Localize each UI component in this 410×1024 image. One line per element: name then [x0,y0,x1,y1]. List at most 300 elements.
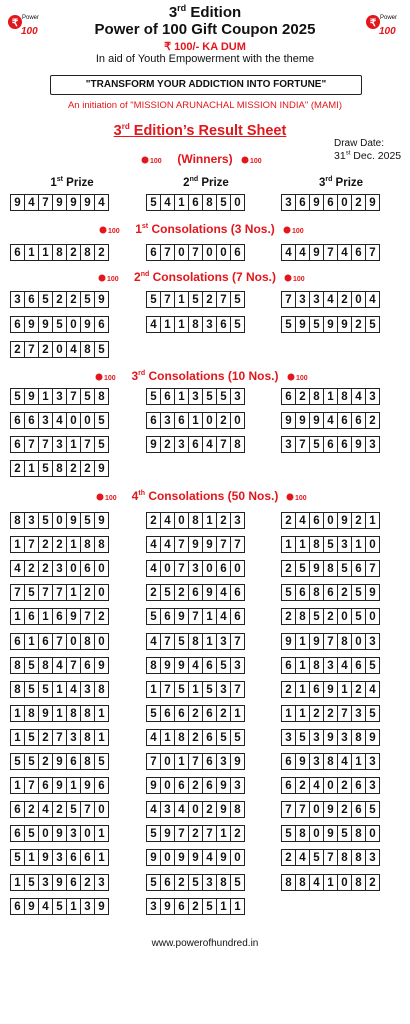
ticket-digit: 5 [216,729,231,746]
ticket-digit: 6 [202,753,217,770]
ticket-digit: 9 [10,194,25,211]
ticket-digit: 2 [351,316,366,333]
ticket-digit: 0 [337,194,352,211]
consolation3-ticket [10,388,109,405]
ticket-digit: 3 [337,729,352,746]
ticket-digit: 6 [66,849,81,866]
consolation4-ticket [10,849,109,866]
mini-logo-icon [286,492,314,502]
consolation1-ticket [146,244,245,261]
ticket-digit: 2 [281,681,296,698]
ticket-digit: 6 [160,608,175,625]
ticket-digit: 1 [337,681,352,698]
ticket-digit: 3 [230,512,245,529]
ticket-digit: 5 [281,584,296,601]
ticket-digit: 8 [80,633,95,650]
ticket-digit: 7 [230,536,245,553]
ticket-digit: 7 [281,801,296,818]
ticket-digit: 4 [174,801,189,818]
ticket-digit: 2 [309,705,324,722]
ticket-digit: 7 [80,436,95,453]
ticket-digit: 8 [146,657,161,674]
consolation4-ticket [10,705,109,722]
ticket-digit: 3 [66,729,81,746]
ticket-digit: 7 [80,801,95,818]
ticket-digit: 9 [188,536,203,553]
ticket-digit: 5 [337,560,352,577]
ticket-digit: 8 [230,436,245,453]
consolation4-ticket [281,801,380,818]
consolation2-ticket [146,291,245,308]
ticket-digit: 0 [188,801,203,818]
ticket-digit: 3 [94,874,109,891]
ticket-digit: 2 [323,705,338,722]
consolation4-ticket [10,753,109,770]
ticket-digit: 4 [146,729,161,746]
ticket-digit: 6 [351,801,366,818]
ticket-digit: 6 [309,681,324,698]
consolation4-ticket [10,681,109,698]
ticket-digit: 2 [146,584,161,601]
consolation4-ticket [281,681,380,698]
ticket-digit: 1 [295,536,310,553]
ticket-digit: 6 [216,316,231,333]
ticket-digit: 0 [160,849,175,866]
ticket-digit: 0 [66,412,81,429]
ticket-digit: 7 [80,608,95,625]
ticket-digit: 4 [146,560,161,577]
ticket-digit: 7 [38,194,53,211]
ticket-digit: 9 [66,608,81,625]
ticket-digit: 3 [365,633,380,650]
ticket-digit: 3 [10,291,25,308]
svg-text:100: 100 [107,275,119,283]
ticket-digit: 6 [52,608,67,625]
ticket-digit: 9 [309,244,324,261]
ticket-digit: 7 [295,436,310,453]
ticket-digit: 2 [94,608,109,625]
ticket-digit: 5 [146,705,161,722]
ticket-digit: 5 [10,388,25,405]
ticket-digit: 4 [337,753,352,770]
ticket-digit: 9 [160,898,175,915]
ticket-digit: 8 [188,633,203,650]
ticket-digit: 6 [10,825,25,842]
ticket-digit: 2 [38,729,53,746]
ticket-digit: 4 [66,681,81,698]
ticket-digit: 6 [38,633,53,650]
consolation3-ticket [10,412,109,429]
ticket-digit: 1 [188,681,203,698]
ticket-digit: 0 [160,777,175,794]
ticket-digit: 1 [10,608,25,625]
ticket-digit: 8 [94,388,109,405]
ticket-digit: 5 [323,536,338,553]
ticket-digit: 1 [24,849,39,866]
ticket-digit: 6 [202,657,217,674]
ticket-digit: 2 [10,460,25,477]
ticket-digit: 0 [230,560,245,577]
ticket-digit: 9 [323,681,338,698]
ticket-digit: 5 [38,512,53,529]
ticket-digit: 4 [94,194,109,211]
ticket-digit: 0 [365,608,380,625]
ticket-digit: 0 [351,633,366,650]
ticket-digit: 0 [66,316,81,333]
consolation4-ticket [146,608,245,625]
ticket-digit: 9 [24,388,39,405]
ticket-digit: 5 [188,874,203,891]
ticket-digit: 6 [323,436,338,453]
ticket-digit: 1 [66,584,81,601]
ticket-digit: 7 [146,753,161,770]
ticket-digit: 9 [174,608,189,625]
ticket-digit: 4 [295,849,310,866]
ticket-digit: 6 [295,584,310,601]
ticket-digit: 6 [188,194,203,211]
ticket-digit: 9 [146,849,161,866]
ticket-digit: 5 [365,316,380,333]
ticket-digit: 4 [38,898,53,915]
ticket-digit: 6 [80,657,95,674]
ticket-digit: 9 [309,633,324,650]
ticket-digit: 8 [202,194,217,211]
ticket-digit: 5 [174,633,189,650]
ticket-digit: 0 [337,608,352,625]
ticket-digit: 2 [216,412,231,429]
ticket-digit: 5 [188,291,203,308]
ticket-digit: 7 [202,825,217,842]
ticket-digit: 5 [174,681,189,698]
ticket-digit: 1 [10,874,25,891]
ticket-digit: 2 [80,584,95,601]
ticket-digit: 8 [52,244,67,261]
ticket-digit: 3 [365,777,380,794]
svg-text:100: 100 [104,374,117,382]
ticket-digit: 3 [365,388,380,405]
consolation3-heading: 100 3rd Consolations (10 Nos.) 100 [0,366,410,382]
ticket-digit: 0 [309,825,324,842]
ticket-digit: 4 [295,512,310,529]
mini-logo-icon [283,225,311,235]
ticket-digit: 5 [94,341,109,358]
ticket-digit: 6 [230,584,245,601]
ticket-digit: 1 [94,849,109,866]
ticket-digit: 6 [174,777,189,794]
ticket-digit: 6 [295,194,310,211]
ticket-digit: 7 [216,291,231,308]
consolation4-ticket [10,801,109,818]
ticket-digit: 9 [323,316,338,333]
svg-text:100: 100 [104,494,117,502]
consolation3-ticket [10,436,109,453]
ticket-digit: 7 [24,436,39,453]
ticket-digit: 9 [216,849,231,866]
ticket-digit: 5 [295,560,310,577]
ticket-digit: 1 [295,681,310,698]
ticket-digit: 8 [309,536,324,553]
ticket-digit: 8 [337,849,352,866]
ticket-digit: 3 [52,388,67,405]
ticket-digit: 9 [146,777,161,794]
ticket-digit: 2 [202,291,217,308]
ticket-digit: 3 [365,849,380,866]
svg-text:100: 100 [108,227,120,235]
mini-logo-icon [96,492,124,502]
ticket-digit: 7 [52,584,67,601]
ticket-digit: 9 [295,316,310,333]
ticket-digit: 3 [365,436,380,453]
consolation2-ticket [281,316,380,333]
ticket-digit: 1 [94,825,109,842]
consolation4-ticket [146,705,245,722]
ticket-digit: 0 [94,560,109,577]
ticket-digit: 9 [94,512,109,529]
ticket-digit: 7 [24,777,39,794]
ticket-digit: 7 [66,388,81,405]
ticket-digit: 3 [146,898,161,915]
consolation4-ticket [146,657,245,674]
edition-heading: 3rd Edition [168,3,242,21]
ticket-digit: 7 [216,436,231,453]
ticket-digit: 5 [230,729,245,746]
ticket-digit: 3 [230,657,245,674]
ticket-digit: 3 [80,898,95,915]
ticket-digit: 7 [365,560,380,577]
ticket-digit: 3 [230,777,245,794]
consolation1-ticket [10,244,109,261]
ticket-digit: 8 [351,825,366,842]
consolation4-ticket [281,777,380,794]
consolation4-ticket [146,681,245,698]
svg-text:100: 100 [291,227,304,235]
ticket-digit: 3 [174,436,189,453]
ticket-digit: 2 [216,705,231,722]
ticket-digit: 6 [216,560,231,577]
ticket-digit: 1 [10,729,25,746]
ticket-digit: 2 [323,608,338,625]
ticket-digit: 2 [351,681,366,698]
ticket-digit: 8 [38,657,53,674]
ticket-digit: 7 [66,657,81,674]
consolation4-ticket [146,753,245,770]
ticket-digit: 9 [66,194,81,211]
consolation2-ticket [10,291,109,308]
theme-banner: "TRANSFORM YOUR ADDICTION INTO FORTUNE" [50,75,362,95]
ticket-digit: 5 [146,194,161,211]
ticket-digit: 1 [10,705,25,722]
ticket-digit: 9 [94,898,109,915]
ticket-digit: 4 [202,436,217,453]
ticket-digit: 5 [309,436,324,453]
ticket-digit: 1 [38,388,53,405]
svg-text:₹: ₹ [11,18,19,29]
ticket-digit: 1 [174,388,189,405]
ticket-digit: 9 [365,729,380,746]
ticket-digit: 3 [230,388,245,405]
ticket-digit: 3 [202,874,217,891]
ticket-digit: 9 [174,657,189,674]
ticket-digit: 9 [24,316,39,333]
ticket-digit: 4 [281,244,296,261]
ticket-digit: 1 [160,729,175,746]
ticket-digit: 0 [160,560,175,577]
ticket-digit: 2 [337,291,352,308]
ticket-digit: 4 [160,512,175,529]
ticket-digit: 5 [365,705,380,722]
consolation4-ticket [281,874,380,891]
ticket-digit: 8 [66,705,81,722]
ticket-digit: 3 [309,753,324,770]
ticket-digit: 8 [188,512,203,529]
ticket-digit: 9 [94,657,109,674]
ticket-digit: 3 [188,388,203,405]
consolation4-ticket [146,777,245,794]
ticket-digit: 7 [188,244,203,261]
website-link[interactable]: www.powerofhundred.in [151,938,259,949]
ticket-digit: 5 [80,291,95,308]
ticket-digit: 5 [216,388,231,405]
winners-heading: 100 (Winners) 100 [0,151,410,167]
ticket-digit: 5 [94,412,109,429]
ticket-digit: 8 [230,801,245,818]
ticket-digit: 1 [52,681,67,698]
ticket-digit: 9 [309,194,324,211]
svg-text:Power: Power [22,15,40,21]
ticket-digit: 1 [188,412,203,429]
ticket-digit: 2 [365,412,380,429]
ticket-digit: 7 [160,633,175,650]
ticket-digit: 6 [160,388,175,405]
ticket-digit: 9 [38,705,53,722]
ticket-digit: 0 [230,412,245,429]
ticket-digit: 8 [351,849,366,866]
ticket-digit: 0 [216,244,231,261]
ticket-digit: 0 [52,512,67,529]
consolation3-ticket [281,388,380,405]
ticket-digit: 6 [202,729,217,746]
consolation4-ticket [10,729,109,746]
consolation4-ticket [10,777,109,794]
ticket-digit: 1 [10,536,25,553]
ticket-digit: 2 [337,584,352,601]
ticket-digit: 5 [24,753,39,770]
ticket-digit: 9 [24,898,39,915]
ticket-digit: 5 [24,584,39,601]
ticket-digit: 2 [146,512,161,529]
ticket-digit: 2 [188,729,203,746]
ticket-digit: 1 [24,244,39,261]
ticket-digit: 5 [146,388,161,405]
ticket-digit: 1 [323,388,338,405]
ticket-digit: 7 [52,729,67,746]
consolation4-ticket [281,608,380,625]
ticket-digit: 0 [94,801,109,818]
consolation4-ticket [281,729,380,746]
consolation3-ticket [281,436,380,453]
ticket-digit: 5 [24,825,39,842]
ticket-digit: 9 [351,436,366,453]
ticket-digit: 4 [146,536,161,553]
ticket-digit: 5 [38,681,53,698]
second-prize-label: 2nd Prize [183,176,229,189]
ticket-digit: 6 [146,244,161,261]
svg-text:100: 100 [379,26,396,37]
ticket-digit: 1 [160,316,175,333]
ticket-digit: 0 [230,194,245,211]
ticket-digit: 3 [52,560,67,577]
ticket-digit: 9 [52,874,67,891]
ticket-digit: 7 [281,291,296,308]
ticket-digit: 2 [281,512,296,529]
ticket-digit: 5 [230,874,245,891]
ticket-digit: 6 [188,436,203,453]
ticket-digit: 1 [351,536,366,553]
ticket-digit: 6 [94,777,109,794]
consolation4-heading: 100 4th Consolations (50 Nos.) 100 [0,486,410,502]
ticket-digit: 4 [160,536,175,553]
consolation4-ticket [10,874,109,891]
consolation3-ticket [281,412,380,429]
ticket-digit: 6 [10,244,25,261]
ticket-digit: 4 [10,560,25,577]
ticket-digit: 5 [146,874,161,891]
prize-ticket [10,194,109,211]
consolation4-ticket [281,825,380,842]
ticket-digit: 1 [24,633,39,650]
ticket-digit: 4 [216,608,231,625]
ticket-digit: 1 [66,777,81,794]
ticket-digit: 1 [230,898,245,915]
ticket-digit: 6 [80,560,95,577]
ticket-digit: 0 [160,753,175,770]
ticket-digit: 2 [174,584,189,601]
ticket-digit: 5 [24,681,39,698]
ticket-digit: 4 [38,801,53,818]
ticket-digit: 0 [94,633,109,650]
ticket-digit: 9 [323,825,338,842]
ticket-digit: 0 [323,512,338,529]
ticket-digit: 2 [281,560,296,577]
ticket-digit: 5 [365,801,380,818]
ticket-digit: 6 [337,436,352,453]
ticket-digit: 6 [351,657,366,674]
consolation4-ticket [10,512,109,529]
ticket-digit: 2 [365,874,380,891]
ticket-digit: 3 [66,825,81,842]
ticket-digit: 0 [202,244,217,261]
ticket-digit: 1 [295,657,310,674]
ticket-digit: 9 [365,194,380,211]
ticket-digit: 2 [66,460,81,477]
svg-text:100: 100 [295,494,308,502]
ticket-digit: 9 [38,849,53,866]
page-title: Power of 100 Gift Coupon 2025 [94,21,316,38]
draw-date-value: 31st Dec. 2025 [334,150,402,162]
consolation2-heading: 100 2nd Consolations (7 Nos.) 100 [0,267,410,283]
ticket-digit: 6 [66,874,81,891]
ticket-digit: 2 [295,388,310,405]
ticket-digit: 1 [146,681,161,698]
ticket-digit: 7 [38,584,53,601]
ticket-digit: 0 [174,244,189,261]
third-prize-label: 3rd Prize [318,176,364,189]
ticket-digit: 3 [38,874,53,891]
ticket-digit: 5 [281,316,296,333]
ticket-digit: 8 [94,681,109,698]
ticket-digit: 7 [230,681,245,698]
consolation1-ticket [281,244,380,261]
